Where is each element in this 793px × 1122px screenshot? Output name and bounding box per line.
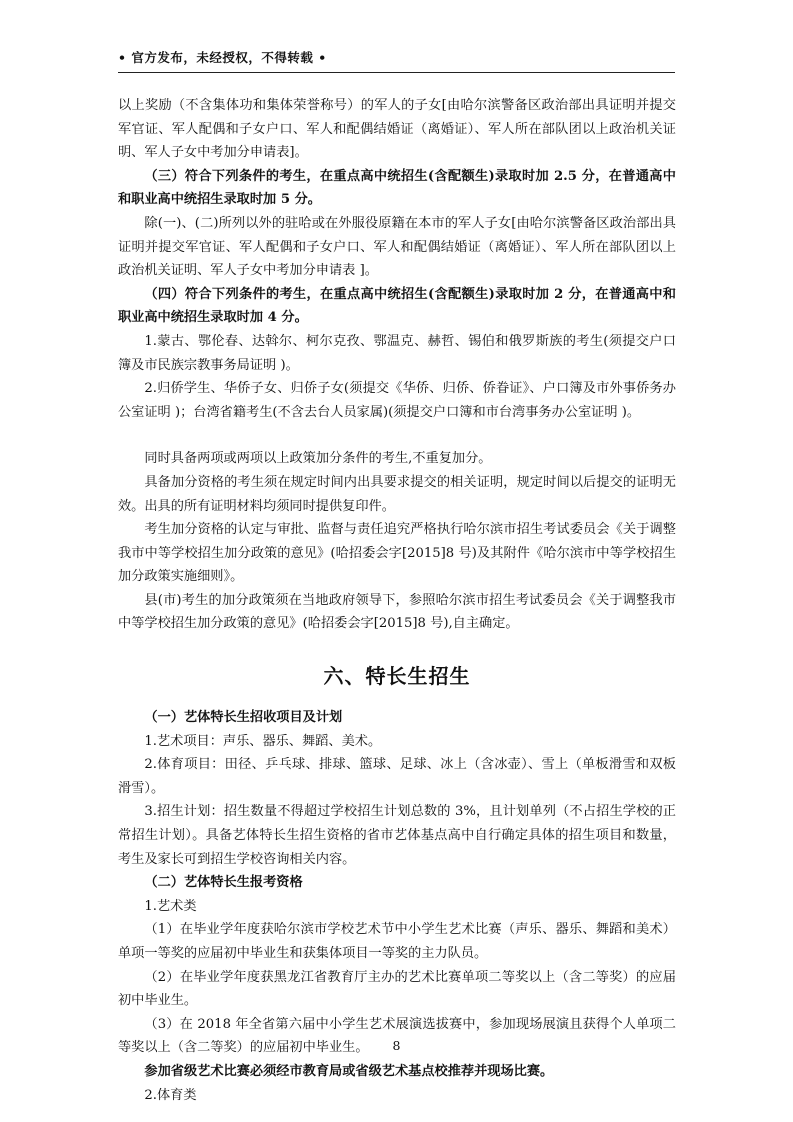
paragraph: 2.体育类 bbox=[144, 1087, 197, 1103]
section-title: 六、特长生招生 bbox=[323, 664, 471, 689]
paragraph: 以上奖励（不含集体功和集体荣誉称号）的军人的子女[由哈尔滨警备区政治部出具证明并提交军官证、军人配偶和子女户口、军人和配偶结婚证（离婚证）、军人所在部队团以上政治机关证明、军人子女中考加分申请表]。 bbox=[118, 98, 676, 161]
document-body bbox=[118, 94, 676, 1107]
paragraph: 参加省级艺术比赛必须经市教育局或省级艺术基点校推荐并现场比赛。 bbox=[144, 1063, 554, 1079]
paragraph: （3）在 2018 年全省第六届中小学生艺术展演选拔赛中，参加现场展演且获得个人单项二等奖以上（含二等奖）的应届初中毕业生。 bbox=[118, 1016, 676, 1056]
paragraph: 1.艺术项目：声乐、器乐、舞蹈、美术。 bbox=[144, 733, 382, 749]
subsection-heading: （二）艺体特长生报考资格 bbox=[144, 875, 303, 891]
header-rule bbox=[118, 72, 675, 73]
page-number: 8 bbox=[392, 1038, 401, 1053]
paragraph: 1.艺术类 bbox=[144, 898, 197, 914]
subsection-heading: （一）艺体特长生招收项目及计划 bbox=[144, 710, 343, 726]
paragraph: （四）符合下列条件的考生，在重点高中统招生(含配额生)录取时加 2 分，在普通高中和职业高中统招生录取时加 4 分。 bbox=[118, 286, 676, 326]
paragraph: 县(市)考生的加分政策须在当地政府领导下，参照哈尔滨市招生考试委员会《关于调整我市中等学校招生加分政策的意见》(哈招委会字[2015]8 号),自主确定。 bbox=[118, 592, 676, 632]
paragraph: 除(一)、(二)所列以外的驻哈或在外服役原籍在本市的军人子女[由哈尔滨警备区政治部出具证明并提交军官证、军人配偶和子女户口、军人和配偶结婚证（离婚证）、军人所在部队团以上政治机关证明、军人子女中考加分申请表 ]。 bbox=[118, 215, 676, 279]
paragraph: 具备加分资格的考生须在规定时间内出具要求提交的相关证明，规定时间以后提交的证明无效。出具的所有证明材料均须同时提供复印件。 bbox=[118, 474, 676, 514]
paragraph: 1.蒙古、鄂伦春、达斡尔、柯尔克孜、鄂温克、赫哲、锡伯和俄罗斯族的考生(须提交户口簿及市民族宗教事务局证明 )。 bbox=[118, 333, 676, 373]
paragraph: （1）在毕业学年度获哈尔滨市学校艺术节中小学生艺术比赛（声乐、器乐、舞蹈和美术）单项一等奖的应届初中毕业生和获集体项目一等奖的主力队员。 bbox=[118, 922, 676, 961]
paragraph: （三）符合下列条件的考生，在重点高中统招生(含配额生)录取时加 2.5 分，在普通高中和职业高中统招生录取时加 5 分。 bbox=[118, 168, 676, 208]
paragraph: 考生加分资格的认定与审批、监督与责任追究严格执行哈尔滨市招生考试委员会《关于调整我市中等学校招生加分政策的意见》(哈招委会字[2015]8 号)及其附件《哈尔滨市中等学校招生加分政策实施细则》。 bbox=[118, 522, 676, 585]
paragraph: （2）在毕业学年度获黑龙江省教育厅主办的艺术比赛单项二等奖以上（含二等奖）的应届初中毕业生。 bbox=[118, 969, 676, 1009]
paragraph: 2.体育项目：田径、乒乓球、排球、篮球、足球、冰上（含冰壶）、雪上（单板滑雪和双板滑雪）。 bbox=[118, 757, 676, 796]
paragraph: 3.招生计划：招生数量不得超过学校招生计划总数的 3%，且计划单列（不占招生学校的正常招生计划）。具备艺体特长生招生资格的省市艺体基点高中自行确定具体的招生项目和数量，考生及家长可到招生学校咨询相关内容。 bbox=[118, 804, 676, 867]
blank-line bbox=[118, 424, 676, 447]
paragraph: 同时具备两项或两项以上政策加分条件的考生,不重复加分。 bbox=[144, 451, 492, 467]
page-header: • 官方发布，未经授权，不得转载 • bbox=[118, 50, 327, 65]
paragraph: 2.归侨学生、华侨子女、归侨子女(须提交《华侨、归侨、侨眷证》、户口簿及市外事侨务办公室证明 )；台湾省籍考生(不含去台人员家属)(须提交户口簿和市台湾事务办公室证明 )。 bbox=[118, 381, 676, 420]
